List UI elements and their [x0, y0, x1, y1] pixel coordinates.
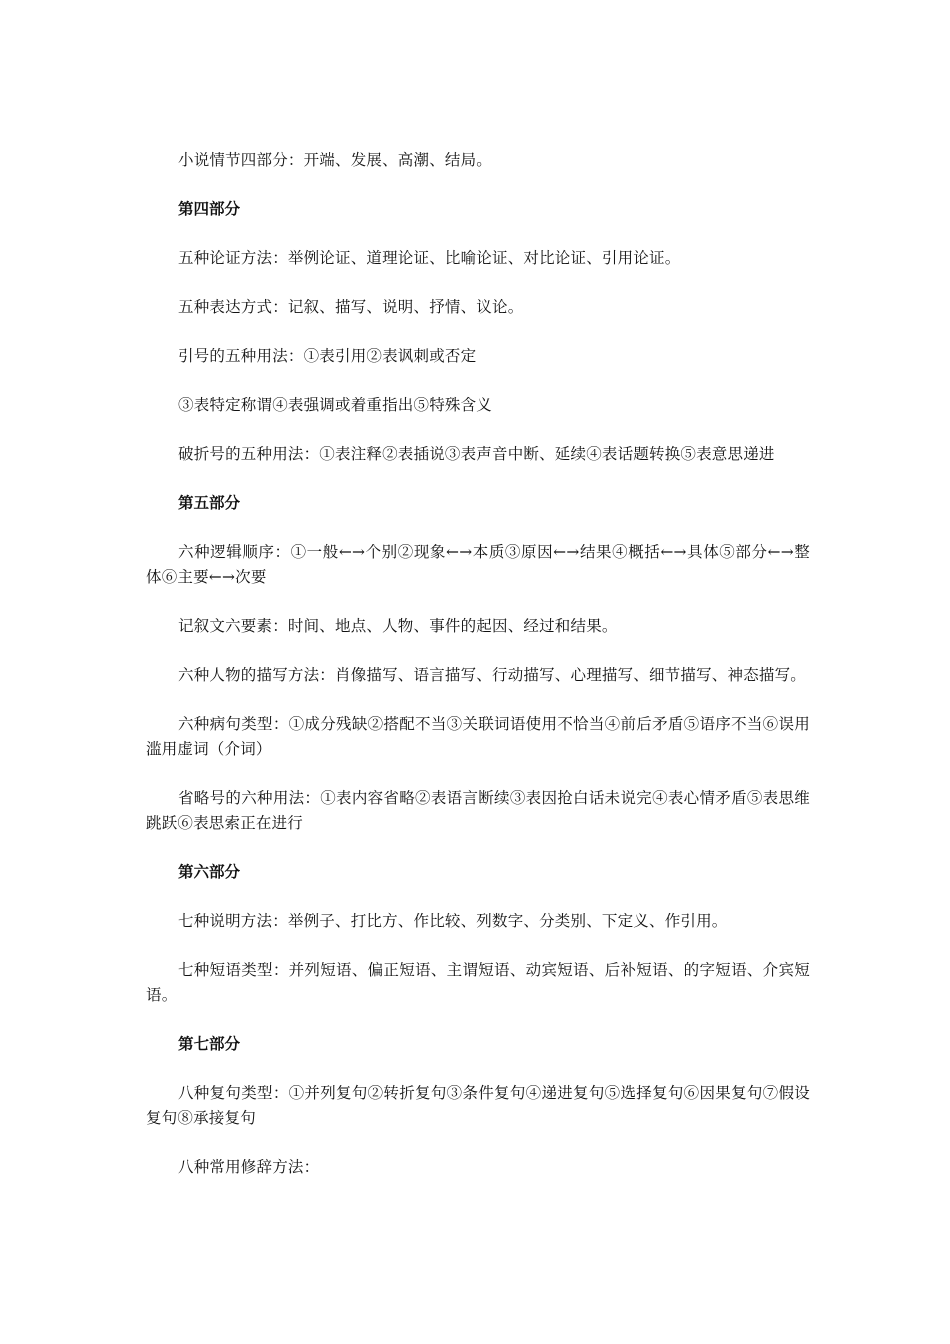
paragraph-quotation-usage-1: 引号的五种用法：①表引用②表讽刺或否定 — [178, 347, 477, 365]
paragraph-logic-order: 六种逻辑顺序：①一般←→个别②现象←→本质③原因←→结果④概括←→具体⑤部分←→整体⑥主要←→次要 — [146, 543, 810, 586]
paragraph-dash-usage: 破折号的五种用法：①表注释②表插说③表声音中断、延续④表话题转换⑤表意思递进 — [178, 445, 775, 463]
paragraph-novel-plot: 小说情节四部分：开端、发展、高潮、结局。 — [178, 151, 493, 169]
paragraph-quotation-usage-2: ③表特定称谓④表强调或着重指出⑤特殊含义 — [178, 396, 493, 414]
section-heading-part-7: 第七部分 — [178, 1035, 241, 1053]
paragraph-explanation-methods: 七种说明方法：举例子、打比方、作比较、列数字、分类别、下定义、作引用。 — [178, 912, 728, 930]
paragraph-phrase-types: 七种短语类型：并列短语、偏正短语、主谓短语、动宾短语、后补短语、的字短语、介宾短语。 — [146, 961, 810, 1004]
paragraph-rhetoric-methods: 八种常用修辞方法： — [178, 1158, 320, 1176]
paragraph-argument-methods: 五种论证方法：举例论证、道理论证、比喻论证、对比论证、引用论证。 — [178, 249, 681, 267]
document-body — [146, 148, 810, 1180]
paragraph-ellipsis-usage: 省略号的六种用法：①表内容省略②表语言断续③表因抢白话未说完④表心情矛盾⑤表思维跳跃⑥表思索正在进行 — [146, 789, 810, 832]
paragraph-narrative-elements: 记叙文六要素：时间、地点、人物、事件的起因、经过和结果。 — [178, 617, 618, 635]
section-heading-part-4: 第四部分 — [178, 200, 241, 218]
paragraph-expression-modes: 五种表达方式：记叙、描写、说明、抒情、议论。 — [178, 298, 524, 316]
paragraph-sentence-errors: 六种病句类型：①成分残缺②搭配不当③关联词语使用不恰当④前后矛盾⑤语序不当⑥误用滥用虚词（介词） — [146, 715, 810, 758]
paragraph-character-description: 六种人物的描写方法：肖像描写、语言描写、行动描写、心理描写、细节描写、神态描写。 — [178, 666, 807, 684]
section-heading-part-6: 第六部分 — [178, 863, 241, 881]
section-heading-part-5: 第五部分 — [178, 494, 241, 512]
paragraph-complex-sentence-types: 八种复句类型：①并列复句②转折复句③条件复句④递进复句⑤选择复句⑥因果复句⑦假设复句⑧承接复句 — [146, 1084, 810, 1127]
